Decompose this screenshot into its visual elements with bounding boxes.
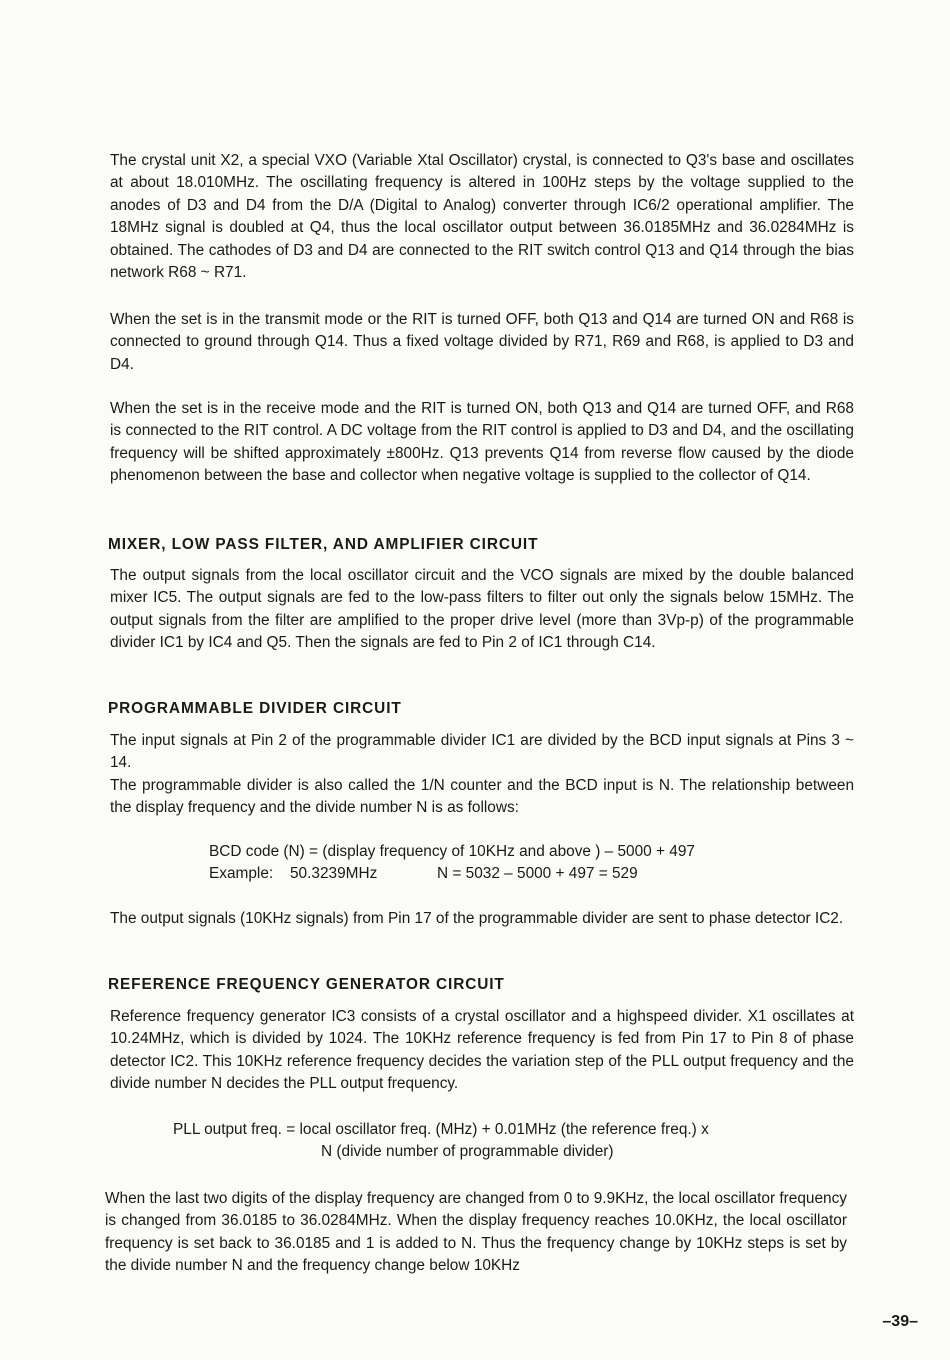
divider-paragraph bbox=[110, 730, 854, 820]
paragraph-text: When the set is in the receive mode and the RIT is turned ON, both Q13 and Q14 are turned OFF, and R68 is connected to the RIT control. A DC voltage from the RIT control is applied to D3 and D4, and the oscillating frequency will be shifted approximately ±800Hz. Q13 prevents Q14 from reverse flow caused by the diode phenomenon between the base and collector when negative voltage is supplied to the collector of Q14. bbox=[110, 400, 854, 485]
receive-mode-paragraph bbox=[110, 398, 854, 488]
paragraph-text: The output signals (10KHz signals) from Pin 17 of the programmable divider are sent to phase detector IC2. bbox=[110, 910, 844, 927]
paragraph-text: When the set is in the transmit mode or the RIT is turned OFF, both Q13 and Q14 are turned ON and R68 is connected to ground through Q14. Thus a fixed voltage divided by R71, R69 and R68, is applied to D3 and D4. bbox=[110, 311, 854, 373]
last-digits-paragraph bbox=[105, 1188, 847, 1278]
page-number: –39– bbox=[882, 1313, 918, 1330]
transmit-mode-paragraph bbox=[110, 309, 854, 376]
paragraph-text: The output signals from the local oscillator circuit and the VCO signals are mixed by the double balanced mixer IC5. The output signals are fed to the low-pass filters to filter out only the signals below 15MHz. The output signals from the filter are amplified to the proper drive level (more than 3Vp-p) of the programmable divider IC1 by IC4 and Q5. Then the signals are fed to Pin 2 of IC1 through C14. bbox=[110, 567, 854, 652]
pll-formula-line-2: N (divide number of programmable divider) bbox=[321, 1143, 614, 1160]
vxo-paragraph bbox=[110, 150, 854, 284]
paragraph-text: The crystal unit X2, a special VXO (Variable Xtal Oscillator) crystal, is connected to Q3's base and oscillates at about 18.010MHz. The oscillating frequency is altered in 100Hz steps by the voltage supplied to the anodes of D3 and D4 from the D/A (Digital to Analog) converter through IC6/2 operational amplifier. The 18MHz signal is doubled at Q4, thus the local oscillator output between 36.0185MHz and 36.0284MHz is obtained. The cathodes of D3 and D4 are connected to the RIT switch control Q13 and Q14 through the bias network R68 ~ R71. bbox=[110, 152, 854, 282]
mixer-heading: MIXER, LOW PASS FILTER, AND AMPLIFIER CIRCUIT bbox=[108, 536, 539, 553]
reference-paragraph bbox=[110, 1006, 854, 1096]
example-label: Example: bbox=[209, 865, 274, 882]
paragraph-text: The input signals at Pin 2 of the programmable divider IC1 are divided by the BCD input signals at Pins 3 ~ 14. bbox=[110, 732, 854, 772]
reference-heading: REFERENCE FREQUENCY GENERATOR CIRCUIT bbox=[108, 976, 505, 993]
pll-formula-line-1: PLL output freq. = local oscillator freq. (MHz) + 0.01MHz (the reference freq.) x bbox=[173, 1121, 709, 1138]
bcd-formula: BCD code (N) = (display frequency of 10KHz and above ) – 5000 + 497 bbox=[209, 843, 695, 860]
example-calculation: N = 5032 – 5000 + 497 = 529 bbox=[437, 865, 638, 882]
output-signals-paragraph bbox=[110, 908, 854, 930]
paragraph-text: The programmable divider is also called the 1/N counter and the BCD input is N. The relationship between the display frequency and the divide number N is as follows: bbox=[110, 776, 854, 817]
paragraph-text: When the last two digits of the display frequency are changed from 0 to 9.9KHz, the local oscillator frequency is changed from 36.0185 to 36.0284MHz. When the display frequency reaches 10.0KHz, the local oscillator frequency is set back to 36.0185 and 1 is added to N. Thus the frequency change by 10KHz steps is set by the divide number N and the frequency change below 10KHz bbox=[105, 1190, 847, 1275]
example-frequency: 50.3239MHz bbox=[290, 865, 378, 882]
divider-heading: PROGRAMMABLE DIVIDER CIRCUIT bbox=[108, 700, 402, 717]
paragraph-text: Reference frequency generator IC3 consists of a crystal oscillator and a highspeed divider. X1 oscillates at 10.24MHz, which is divided by 1024. The 10KHz reference frequency is fed from Pin 17 to Pin 8 of phase detector IC2. This 10KHz reference frequency decides the variation step of the PLL output frequency and the divide number N decides the PLL output frequency. bbox=[110, 1008, 854, 1093]
mixer-paragraph bbox=[110, 565, 854, 655]
